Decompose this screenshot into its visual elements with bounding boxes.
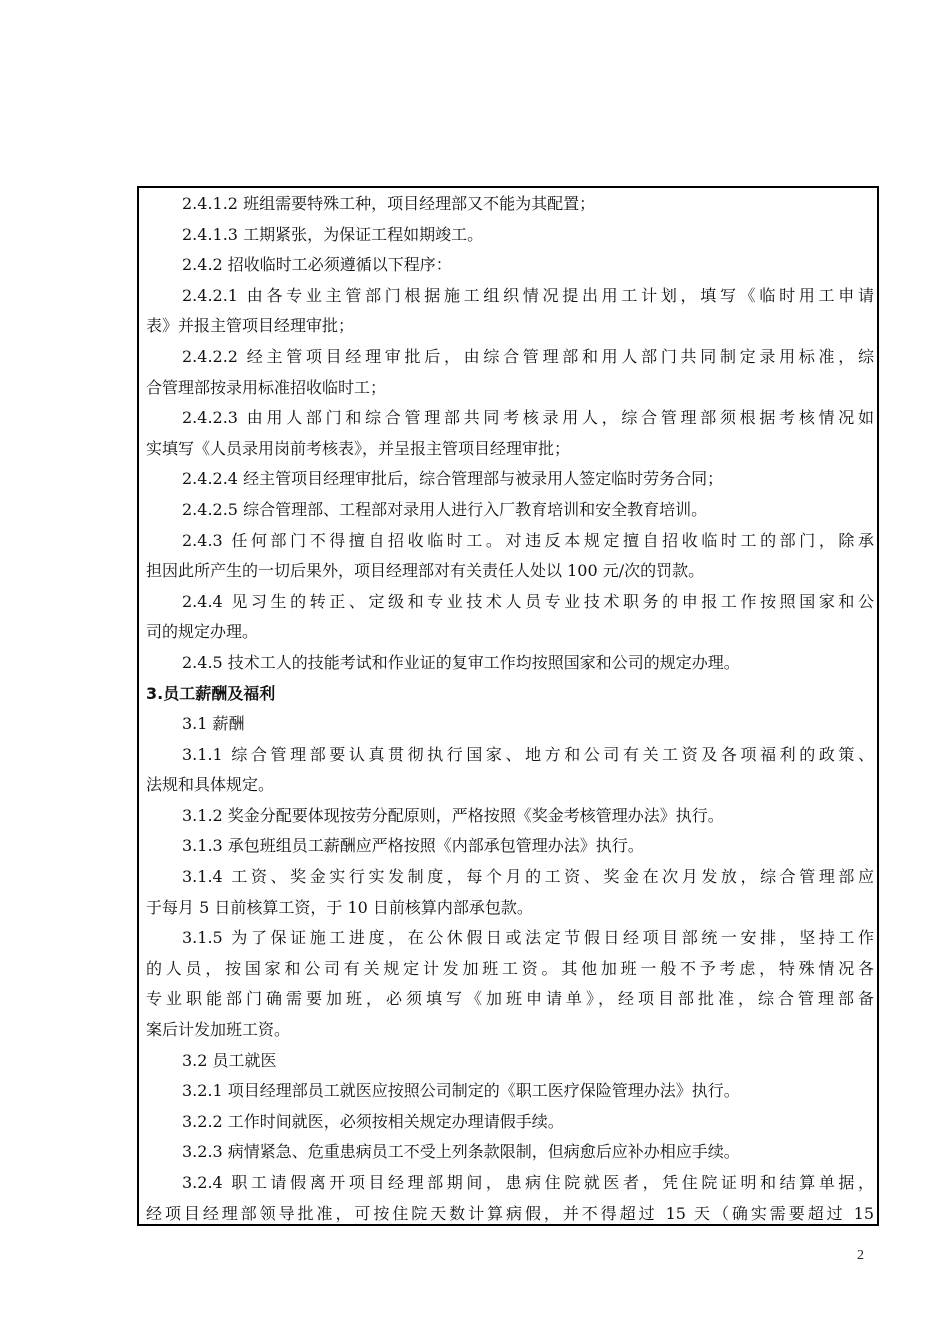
paragraph-line: 专业职能部门确需要加班，必须填写《加班申请单》，经项目部批准，综合管理部备 xyxy=(146,989,874,1009)
paragraph-line: 3.1.2 奖金分配要体现按劳分配原则，严格按照《奖金考核管理办法》执行。 xyxy=(182,805,724,825)
paragraph-line: 3.2.4 职工请假离开项目经理部期间，患病住院就医者，凭住院证明和结算单据， xyxy=(182,1173,874,1192)
paragraph-line: 法规和具体规定。 xyxy=(146,775,275,795)
paragraph-line: 经项目经理部领导批准，可按住院天数计算病假，并不得超过 15 天（确实需要超过 15 xyxy=(146,1203,874,1223)
paragraph-line: 2.4.2.5 综合管理部、工程部对录用人进行入厂教育培训和安全教育培训。 xyxy=(182,499,708,519)
paragraph-line: 2.4.2.3 由用人部门和综合管理部共同考核录用人，综合管理部须根据考核情况如 xyxy=(182,408,874,428)
paragraph-line: 2.4.1.3 工期紧张，为保证工程如期竣工。 xyxy=(182,224,484,244)
paragraph-line: 2.4.1.2 班组需要特殊工种，项目经理部又不能为其配置； xyxy=(182,194,596,213)
paragraph-line: 2.4.5 技术工人的技能考试和作业证的复审工作均按照国家和公司的规定办理。 xyxy=(182,652,740,672)
section-heading: 3.员工薪酬及福利 xyxy=(146,683,276,703)
paragraph-line: 的人员，按国家和公司有关规定计发加班工资。其他加班一般不予考虑，特殊情况各 xyxy=(146,958,874,978)
paragraph-line: 3.2.3 病情紧急、危重患病员工不受上列条款限制，但病愈后应补办相应手续。 xyxy=(182,1142,740,1162)
paragraph-line: 实填写《人员录用岗前考核表》，并呈报主管项目经理审批； xyxy=(146,438,571,458)
paragraph-line: 2.4.2.2 经主管项目经理审批后，由综合管理部和用人部门共同制定录用标准，综 xyxy=(182,346,874,366)
paragraph-line: 于每月 5 日前核算工资，于 10 日前核算内部承包款。 xyxy=(146,897,533,917)
paragraph-line: 担因此所产生的一切后果外，项目经理部对有关责任人处以 100 元/次的罚款。 xyxy=(146,561,705,581)
paragraph-line: 3.2 员工就医 xyxy=(182,1050,277,1070)
paragraph-line: 表》并报主管项目经理审批； xyxy=(146,316,355,336)
paragraph-line: 合管理部按录用标准招收临时工； xyxy=(146,377,387,397)
paragraph-line: 2.4.4 见习生的转正、定级和专业技术人员专业技术职务的申报工作按照国家和公 xyxy=(182,591,874,611)
paragraph-line: 司的规定办理。 xyxy=(146,622,259,642)
document-body xyxy=(146,189,874,1226)
paragraph-line: 3.2.1 项目经理部员工就医应按照公司制定的《职工医疗保险管理办法》执行。 xyxy=(182,1081,740,1101)
paragraph-line: 3.1 薪酬 xyxy=(182,714,245,734)
paragraph-line: 3.1.5 为了保证施工进度，在公休假日或法定节假日经项目部统一安排，坚持工作 xyxy=(182,928,874,948)
paragraph-line: 3.1.4 工资、奖金实行实发制度，每个月的工资、奖金在次月发放，综合管理部应 xyxy=(182,867,874,887)
paragraph-line: 2.4.2.1 由各专业主管部门根据施工组织情况提出用工计划，填写《临时用工申请 xyxy=(182,285,874,305)
paragraph-line: 3.1.3 承包班组员工薪酬应严格按照《内部承包管理办法》执行。 xyxy=(182,836,644,856)
page-number: 2 xyxy=(857,1248,864,1263)
paragraph-line: 3.2.2 工作时间就医，必须按相关规定办理请假手续。 xyxy=(182,1111,564,1131)
paragraph-line: 3.1.1 综合管理部要认真贯彻执行国家、地方和公司有关工资及各项福利的政策、 xyxy=(182,744,874,764)
paragraph-line: 案后计发加班工资。 xyxy=(146,1020,291,1040)
paragraph-line: 2.4.3 任何部门不得擅自招收临时工。对违反本规定擅自招收临时工的部门，除承 xyxy=(182,530,874,550)
document-frame xyxy=(137,186,879,1226)
paragraph-line: 2.4.2 招收临时工必须遵循以下程序： xyxy=(182,255,452,275)
paragraph-line: 2.4.2.4 经主管项目经理审批后，综合管理部与被录用人签定临时劳务合同； xyxy=(182,469,724,489)
